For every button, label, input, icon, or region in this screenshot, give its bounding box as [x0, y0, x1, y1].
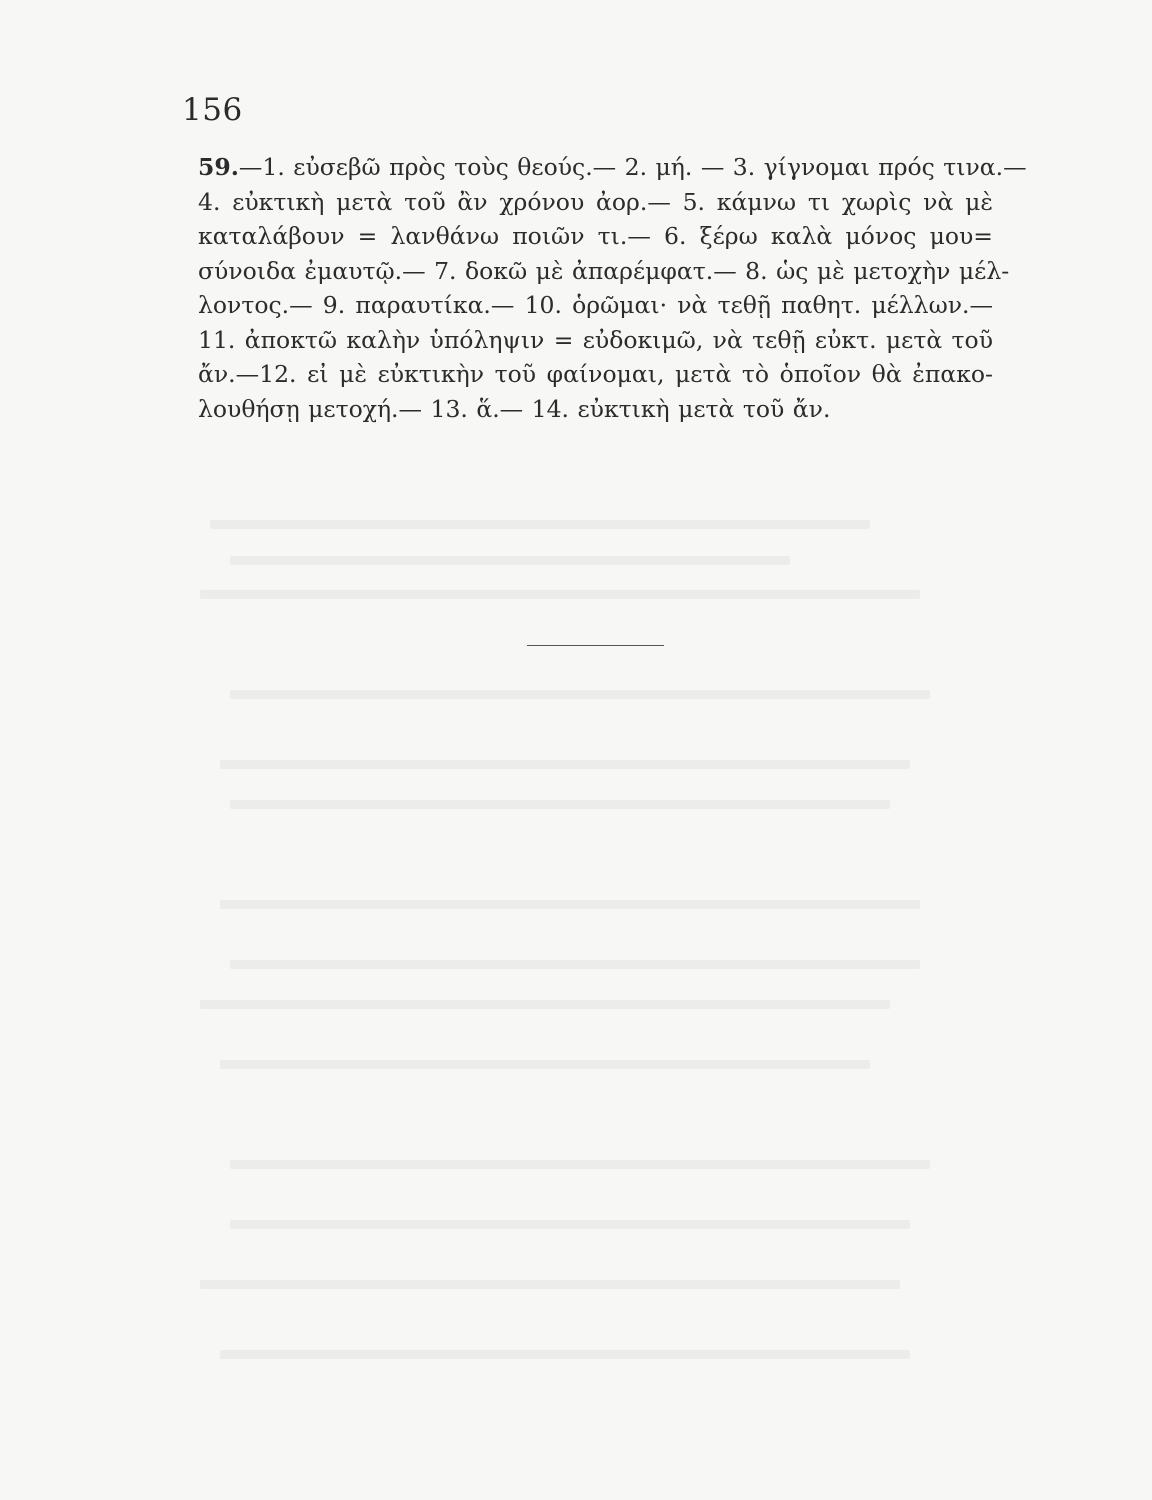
text-line-1-body: —1. εὐσεβῶ πρὸς τοὺς θεούς.— 2. μή. — 3. γίγνομαι πρός τινα.— [238, 153, 1027, 181]
entry-number: 59. [198, 153, 239, 181]
text-line-7: ἄν.—12. εἰ μὲ εὐκτικὴν τοῦ φαίνομαι, μετὰ τὸ ὁποῖον θὰ ἐπακο- [198, 360, 993, 388]
text-line-2: 4. εὐκτικὴ μετὰ τοῦ ἂν χρόνου ἀορ.— 5. κάμνω τι χωρὶς νὰ μὲ [198, 187, 993, 216]
text-line-6: 11. ἀποκτῶ καλὴν ὑπόληψιν = εὐδοκιμῶ, νὰ τεθῇ εὐκτ. μετὰ τοῦ [198, 325, 993, 354]
text-line-5: λοντος.— 9. παραυτίκα.— 10. ὁρῶμαι· νὰ τεθῇ παθητ. μέλλων.— [198, 291, 993, 319]
exercise-59-answers [198, 150, 1027, 426]
section-divider-rule [527, 645, 664, 646]
page-number: 156 [182, 92, 243, 128]
text-line-1 [198, 150, 1027, 185]
text-line-8: λουθήσῃ μετοχή.— 13. ἅ.— 14. εὐκτικὴ μετὰ τοῦ ἄν. [198, 394, 831, 423]
text-line-3: καταλάβουν = λανθάνω ποιῶν τι.— 6. ξέρω καλὰ μόνος μου= [198, 222, 993, 250]
text-line-4: σύνοιδα ἐμαυτῷ.— 7. δοκῶ μὲ ἀπαρέμφατ.— 8. ὡς μὲ μετοχὴν μέλ- [198, 256, 1010, 285]
